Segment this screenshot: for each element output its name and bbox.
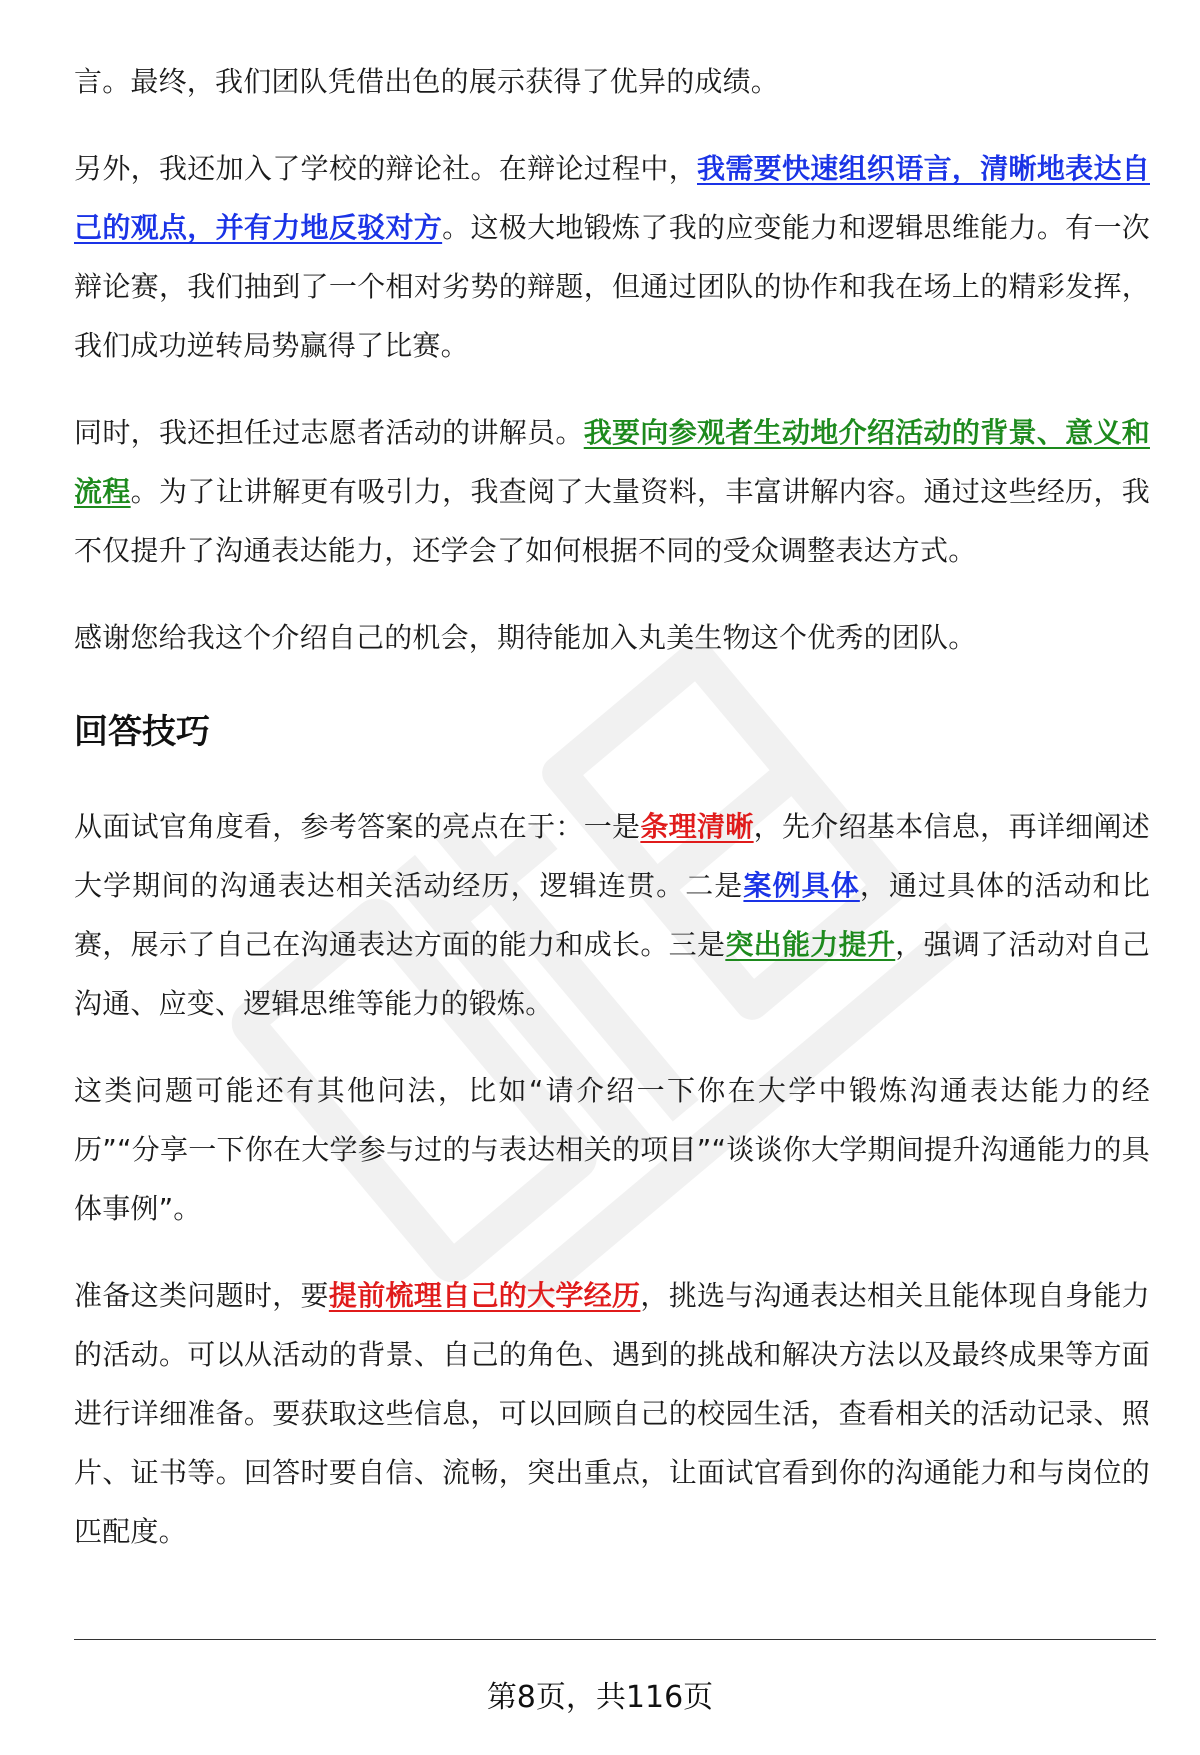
main-content <box>74 52 1150 1589</box>
paragraph-volunteer-guide <box>74 403 1150 580</box>
highlight-review-experience: 提前梳理自己的大学经历 <box>328 1279 641 1312</box>
highlight-clear-structure: 条理清晰 <box>640 810 754 843</box>
footer-divider <box>74 1639 1156 1640</box>
highlight-debate-skills: 我需要快速组织语言，清晰地表达自己的观点，并有力地反驳对方 <box>74 152 1150 244</box>
highlight-ability-growth: 突出能力提升 <box>725 928 896 961</box>
paragraph-closing-story <box>74 52 1150 111</box>
paragraph-text: 这类问题可能还有其他问法，比如“请介绍一下你在大学中锻炼沟通表达能力的经历”“分享一下你在大学参与过的与表达相关的项目”“谈谈你大学期间提升沟通能力的具体事例”。 <box>74 1074 1150 1225</box>
paragraph-text: 准备这类问题时，要 <box>74 1279 329 1312</box>
highlight-volunteer-duty: 我要向参观者生动地介绍活动的背景、意义和流程 <box>74 416 1150 508</box>
paragraph-text: 。这极大地锻炼了我的应变能力和逻辑思维能力。有一次辩论赛，我们抽到了一个相对劣势的辩题，但通过团队的协作和我在场上的精彩发挥，我们成功逆转局势赢得了比赛。 <box>74 211 1150 362</box>
paragraph-text: ，通过具体的活动和比赛，展示了自己在沟通表达方面的能力和成长。三是 <box>74 869 1150 961</box>
page-number: 第8页，共116页 <box>486 1680 714 1715</box>
paragraph-thanks <box>74 608 1150 667</box>
paragraph-text: 另外，我还加入了学校的辩论社。在辩论过程中， <box>74 152 698 185</box>
highlight-specific-cases: 案例具体 <box>743 869 860 902</box>
section-title-answer-tips: 回答技巧 <box>74 712 210 752</box>
paragraph-text: 言。最终，我们团队凭借出色的展示获得了优异的成绩。 <box>74 65 780 98</box>
paragraph-text: 感谢您给我这个介绍自己的机会，期待能加入丸美生物这个优秀的团队。 <box>74 621 977 654</box>
paragraph-text: 同时，我还担任过志愿者活动的讲解员。 <box>74 416 584 449</box>
paragraph-debate-club <box>74 139 1150 375</box>
paragraph-alternative-questions <box>74 1061 1150 1238</box>
paragraph-text: 从面试官角度看，参考答案的亮点在于：一是 <box>74 810 641 843</box>
paragraph-text: ，强调了活动对自己沟通、应变、逻辑思维等能力的锻炼。 <box>74 928 1150 1020</box>
paragraph-text: ，挑选与沟通表达相关且能体现自身能力的活动。可以从活动的背景、自己的角色、遇到的挑战和解决方法以及最终成果等方面进行详细准备。要获取这些信息，可以回顾自己的校园生活，查看相关的活动记录、照片、证书等。回答时要自信、流畅，突出重点，让面试官看到你的沟通能力和与岗位的匹配度。 <box>74 1279 1151 1548</box>
paragraph-interviewer-view <box>74 797 1150 1033</box>
paragraph-text: 。为了让讲解更有吸引力，我查阅了大量资料，丰富讲解内容。通过这些经历，我不仅提升了沟通表达能力，还学会了如何根据不同的受众调整表达方式。 <box>74 475 1150 567</box>
paragraph-text: ，先介绍基本信息，再详细阐述大学期间的沟通表达相关活动经历，逻辑连贯。二是 <box>74 810 1150 902</box>
paragraph-preparation-advice <box>74 1266 1150 1561</box>
